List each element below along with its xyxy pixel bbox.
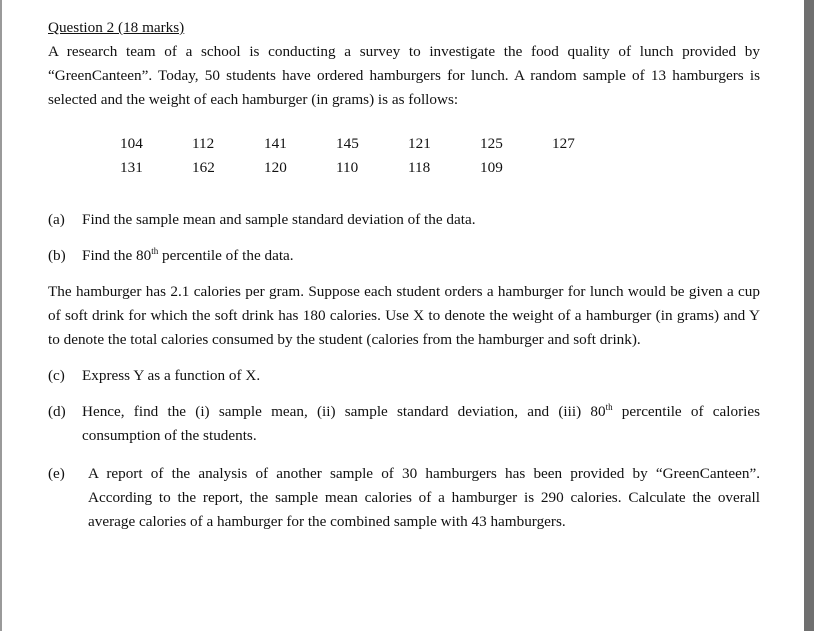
scrollbar[interactable] (804, 0, 814, 631)
part-c-text: Express Y as a function of X. (82, 367, 261, 384)
part-d (48, 400, 760, 448)
table-cell: 145 (336, 135, 359, 152)
table-row (120, 132, 624, 156)
part-d-superscript: th (605, 401, 613, 412)
weights-table (120, 132, 624, 180)
part-c (48, 364, 760, 388)
table-cell: 162 (192, 159, 215, 176)
part-b-label: (b) (48, 247, 66, 264)
part-a (48, 208, 760, 232)
part-c-label: (c) (48, 367, 65, 384)
document-page (48, 16, 760, 534)
question-intro: A research team of a school is conducting a survey to investigate the food quality of lunch provided by “GreenCanteen”. Today, 50 students have ordered hamburgers for lunch. A random sample of 13 hamburgers is selected and the weight of each hamburger (in grams) is as follows: (48, 43, 760, 108)
part-a-text: Find the sample mean and sample standard deviation of the data. (82, 211, 476, 228)
table-cell: 118 (408, 159, 431, 176)
table-cell: 120 (264, 159, 287, 176)
table-cell: 112 (192, 135, 215, 152)
part-b-text (82, 244, 760, 268)
table-cell: 104 (120, 135, 143, 152)
part-d-text-post: percentile of calories consumption of the students. (82, 403, 760, 444)
table-cell: 131 (120, 159, 143, 176)
part-e-text: A report of the analysis of another sample of 30 hamburgers has been provided by “GreenCanteen”. According to the report, the sample mean calories of a hamburger is 290 calories. Calculate the overall average calories of a hamburger for the combined sample with 43 hamburgers. (88, 465, 760, 530)
part-d-text-pre: Hence, find the (i) sample mean, (ii) sample standard deviation, and (iii) 80 (82, 403, 606, 420)
part-d-label: (d) (48, 403, 66, 420)
part-d-text (82, 400, 760, 448)
part-b-text-post: percentile of the data. (158, 247, 294, 264)
part-a-label: (a) (48, 211, 65, 228)
part-b (48, 244, 760, 268)
table-cell: 127 (552, 135, 575, 152)
page-left-border (0, 0, 2, 631)
table-cell: 141 (264, 135, 287, 152)
table-row (120, 156, 624, 180)
part-e (48, 462, 760, 534)
table-cell: 109 (480, 159, 503, 176)
question-heading: Question 2 (18 marks) (48, 19, 185, 36)
table-cell: 121 (408, 135, 431, 152)
part-b-superscript: th (151, 245, 159, 256)
calories-paragraph: The hamburger has 2.1 calories per gram. Suppose each student orders a hamburger for lunch would be given a cup of soft drink for which the soft drink has 180 calories. Use X to denote the weight of a hamburger (in grams) and Y to denote the total calories consumed by the student (calories from the hamburger and soft drink). (48, 283, 760, 348)
table-cell: 110 (336, 159, 359, 176)
table-cell: 125 (480, 135, 503, 152)
part-b-text-pre: Find the 80 (82, 247, 152, 264)
part-e-label: (e) (48, 465, 65, 482)
